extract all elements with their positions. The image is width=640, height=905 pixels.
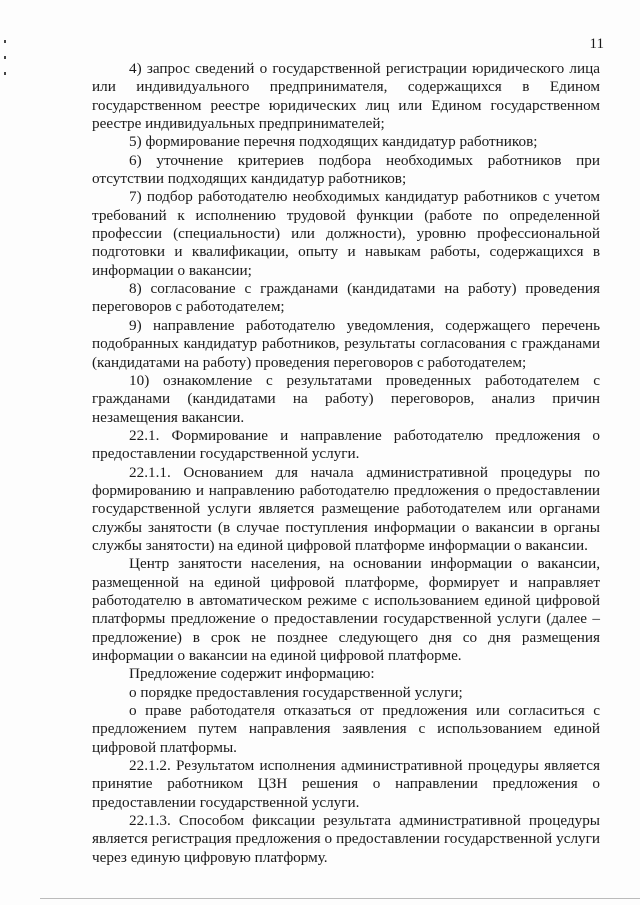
paragraph-item-10: 10) ознакомление с результатами проведенных работодателем с гражданами (кандидатами на работу) переговоров, анализ причин незамещения вакансии. <box>92 371 600 426</box>
section-22-1: 22.1. Формирование и направление работодателю предложения о предоставлении государственной услуги. <box>92 426 600 463</box>
scan-bottom-edge <box>40 898 640 899</box>
offer-contents-intro: Предложение содержит информацию: <box>129 665 375 683</box>
scan-margin-marks <box>4 40 7 88</box>
offer-contents-item-1: о порядке предоставления государственной услуги; <box>129 683 463 701</box>
section-22-1-1: 22.1.1. Основанием для начала административной процедуры по формированию и направлению работодателю предложения о предоставлении государственной услуги является размещение работодателем или органами службы занятости (в случае поступления информации о вакансии в органы службы занятости) на единой цифровой платформе информации о вакансии. <box>92 463 600 554</box>
paragraph-item-9: 9) направление работодателю уведомления, содержащего перечень подобранных кандидатур работников, результаты согласования с гражданами (кандидатами на работу) проведения переговоров с работодателем; <box>92 316 600 371</box>
offer-contents-item-2: о праве работодателя отказаться от предложения или согласиться с предложением путем направления заявления с использованием единой цифровой платформы. <box>92 702 600 756</box>
section-22-1-2: 22.1.2. Результатом исполнения административной процедуры является принятие работником ЦЗН решения о направлении предложения о предоставлении государственной услуги. <box>92 757 600 811</box>
section-22-1-3: 22.1.3. Способом фиксации результата административной процедуры является регистрация предложения о предоставлении государственной услуги через единую цифровую платформу. <box>92 812 600 866</box>
paragraph-item-4: 4) запрос сведений о государственной регистрации юридического лица или индивидуального предпринимателя, содержащихся в Едином государственном реестре юридических лиц или Едином государственном реестре индивидуальных предпринимателей; <box>92 60 600 133</box>
employment-center-paragraph: Центр занятости населения, на основании информации о вакансии, размещенной на единой цифровой платформе, формирует и направляет работодателю в автоматическом режиме с использованием единой цифровой платформы предложение о предоставлении государственной услуги (далее – предложение) в срок не позднее следующего дня со дня размещения информации о вакансии на единой цифровой платформе. <box>92 555 600 664</box>
paragraph-item-6: 6) уточнение критериев подбора необходимых работников при отсутствии подходящих кандидатур работников; <box>92 151 600 188</box>
paragraph-item-5: 5) формирование перечня подходящих кандидатур работников; <box>129 133 538 151</box>
page-number: 11 <box>589 36 604 52</box>
paragraph-item-8: 8) согласование с гражданами (кандидатами на работу) проведения переговоров с работодателем; <box>92 280 600 316</box>
paragraph-item-7: 7) подбор работодателю необходимых кандидатур работников с учетом требований к исполнению трудовой функции (работе по определенной профессии (специальности) или должности), уровню профессиональной подготовки и квалификации, опыту и навыкам работы, содержащихся в информации о вакансии; <box>92 188 600 279</box>
document-body <box>92 60 600 867</box>
